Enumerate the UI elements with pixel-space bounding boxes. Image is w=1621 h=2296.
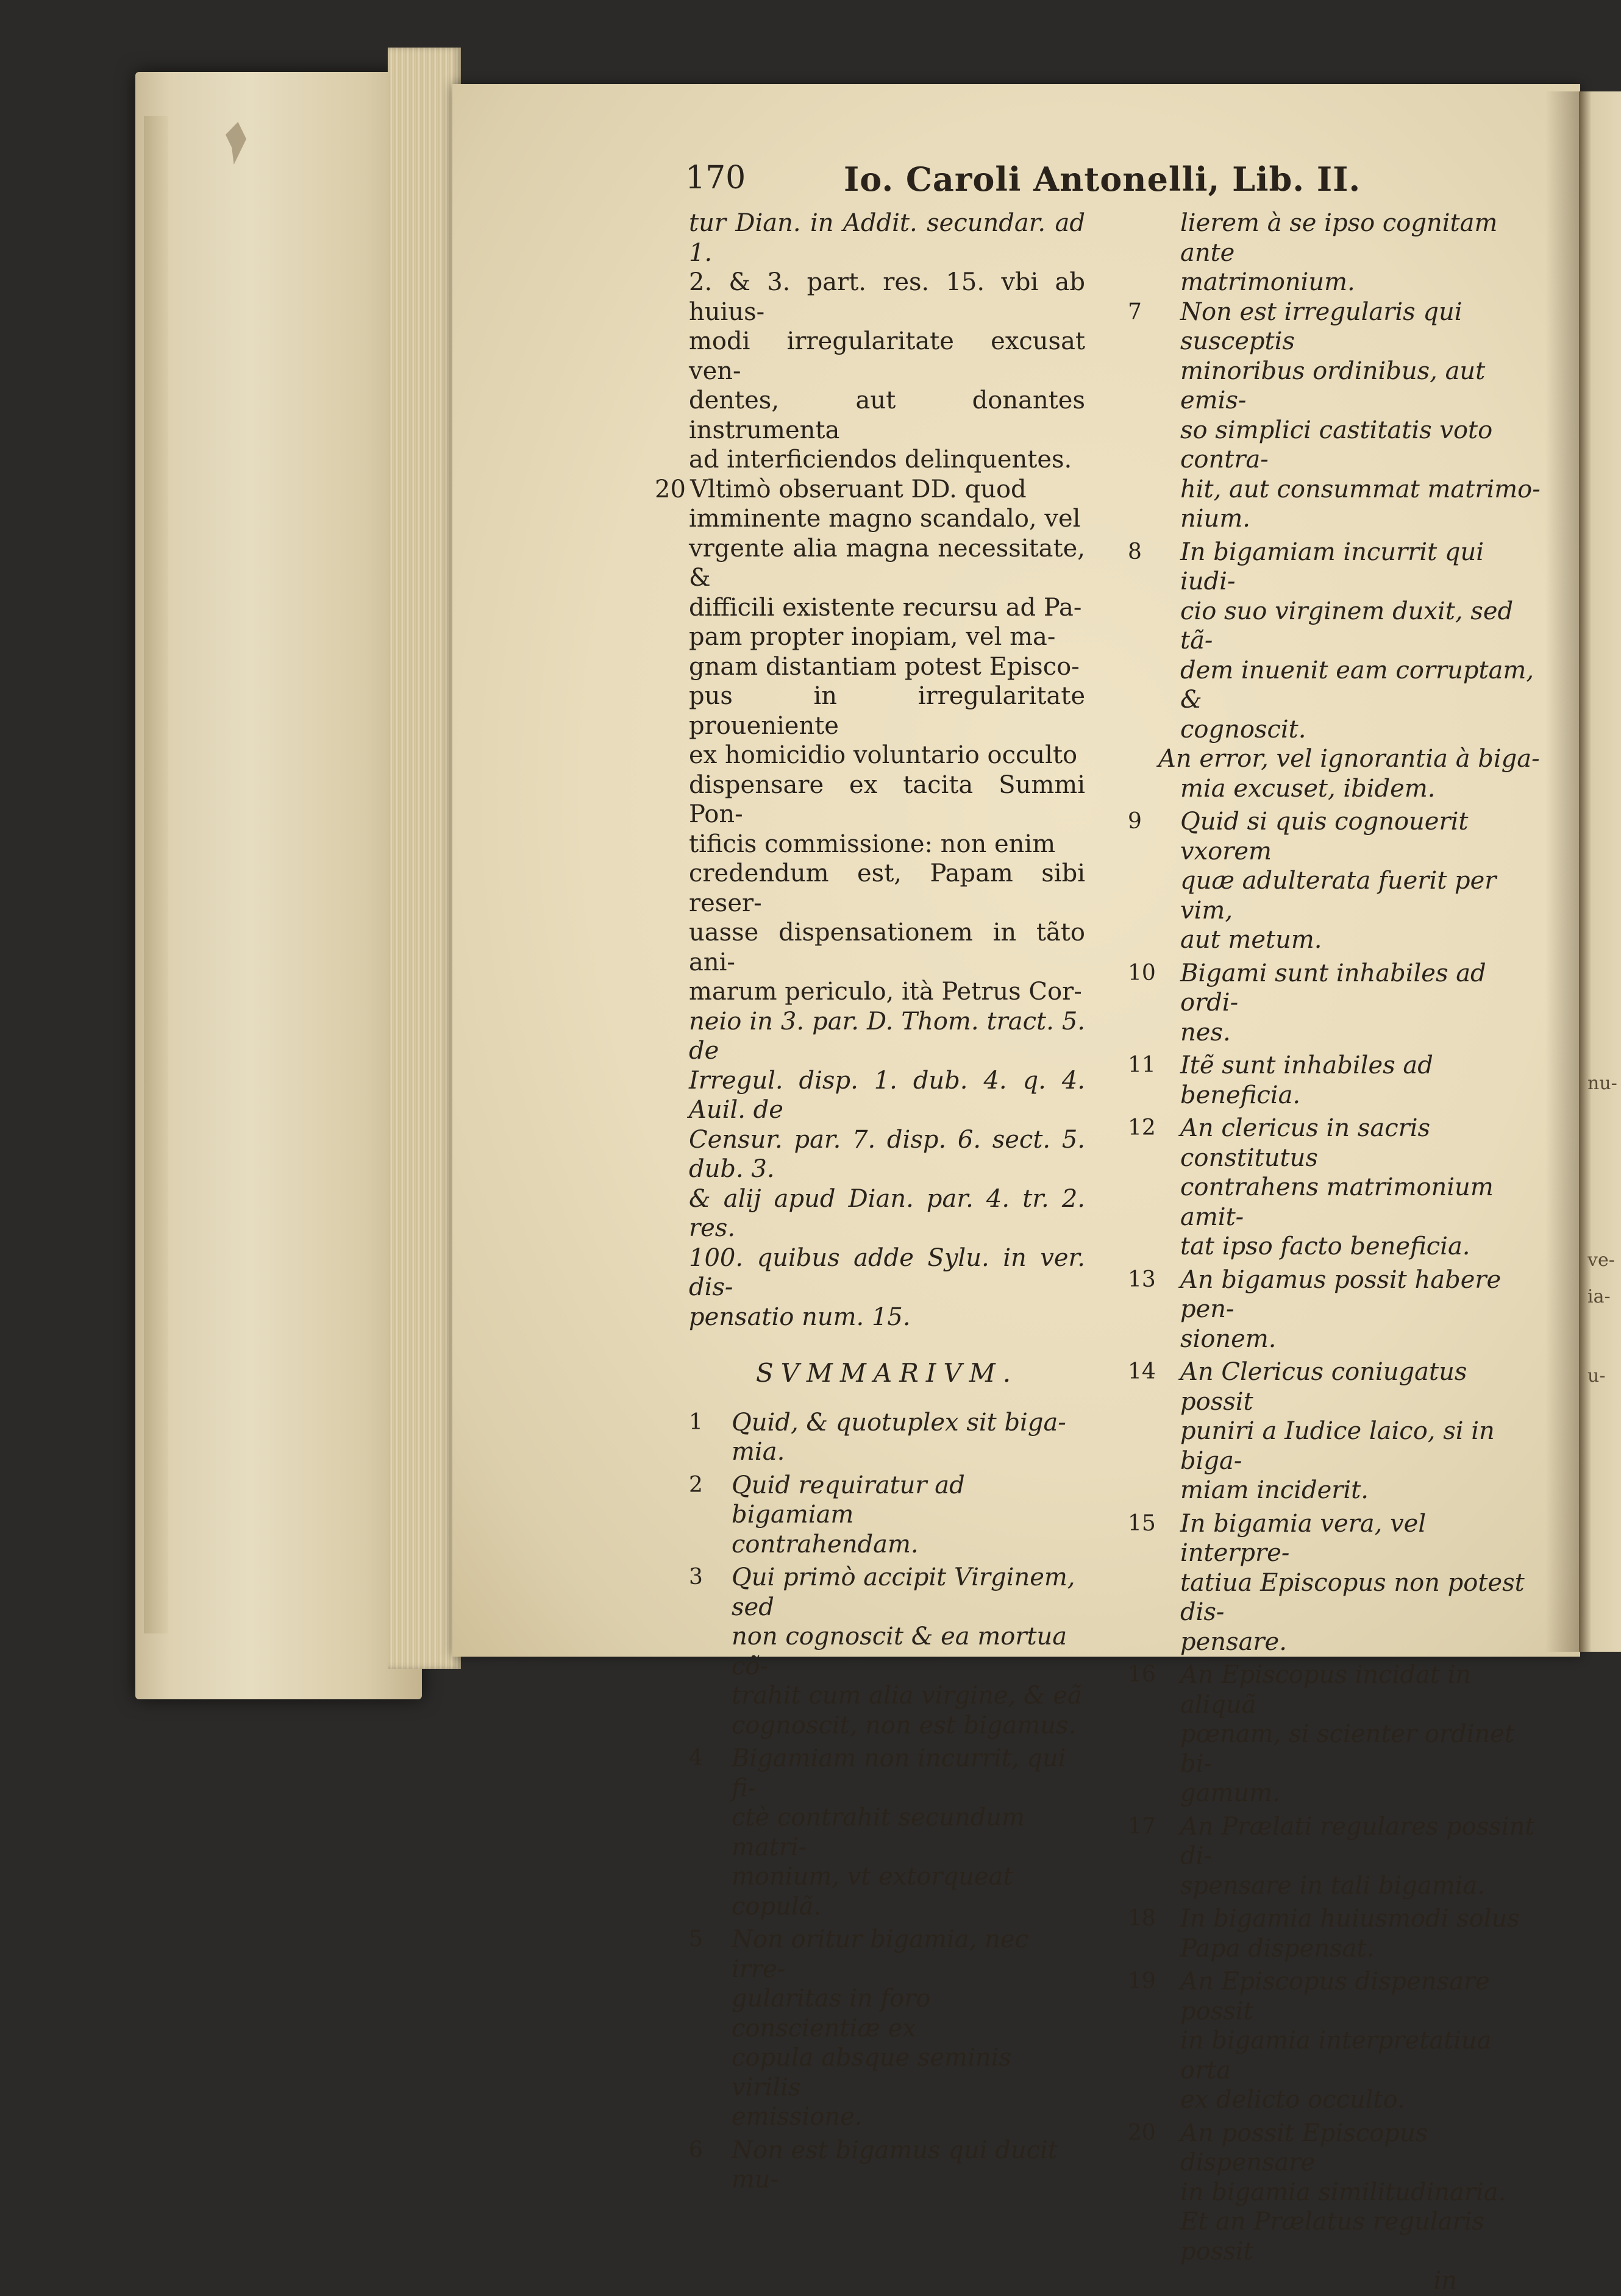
entry-number: 11: [1128, 1053, 1156, 1078]
summary-entry: [1128, 959, 1542, 1048]
text-line: pus in irregularitate proueniente: [689, 682, 1085, 740]
entry-line: aut metum.: [1180, 926, 1322, 954]
entry-line: In bigamia huiusmodi solus: [1180, 1905, 1520, 1933]
text-line: vrgente alia magna necessitate, &: [689, 534, 1085, 592]
entry-line: Bigamiam non incurrit, qui fi-: [732, 1744, 1066, 1802]
entry-line: Itẽ sunt inhabiles ad beneficia.: [1180, 1051, 1433, 1109]
entry-line: minoribus ordinibus, aut emis-: [1180, 357, 1486, 414]
entry-line: nium.: [1180, 505, 1250, 533]
right-column: [1128, 208, 1542, 2296]
entry-line: An possit Episcopus dispensare: [1180, 2119, 1428, 2177]
text-line: Vltimò obseruant DD. quod: [690, 475, 1027, 503]
facing-page-fragment: nu-: [1587, 1073, 1617, 1094]
entry-line: quæ adulterata fuerit per vim,: [1180, 867, 1497, 925]
summary-entry: [689, 1744, 1085, 1921]
entry-number: 15: [1128, 1510, 1156, 1536]
summary-entry: [1128, 297, 1542, 534]
page-gutter-shadow: [1545, 91, 1582, 1652]
entry-line: in bigamia similitudinaria.: [1180, 2178, 1506, 2206]
summary-entry: [1128, 1660, 1542, 1808]
text-line: Censur. par. 7. disp. 6. sect. 5. dub. 3.: [689, 1125, 1085, 1183]
entry-number: 1: [689, 1409, 703, 1435]
entry-number: 14: [1128, 1359, 1156, 1384]
text-line: credendum est, Papam sibi reser-: [689, 859, 1085, 917]
summary-entry: [1128, 744, 1542, 803]
paragraph-number: 20: [655, 475, 686, 503]
facing-page-edge: [1579, 91, 1621, 1652]
running-title: Io. Caroli Antonelli, Lib. II.: [844, 160, 1361, 199]
paragraph-20-first-line: [655, 475, 1085, 505]
summary-entry: [1128, 1114, 1542, 1262]
entry-line: hit, aut consummat matrimo-: [1180, 475, 1541, 503]
summary-entry: [689, 2136, 1085, 2195]
summary-entry: [1128, 1967, 1542, 2115]
entry-line: emissione.: [732, 2103, 863, 2131]
text-line: neio in 3. par. D. Thom. tract. 5. de: [689, 1007, 1085, 1065]
text-line: 100. quibus adde Sylu. in ver. dis-: [689, 1243, 1085, 1301]
facing-page-fragment: ia-: [1587, 1286, 1611, 1307]
entry-line: Quid requiratur ad bigamiam: [732, 1471, 965, 1529]
summary-entry: [1128, 2207, 1542, 2266]
text-line: ad interficiendos delinquentes.: [689, 446, 1072, 474]
entry-number: 10: [1128, 960, 1156, 986]
entry-line: An error, vel ignorantia à biga-: [1158, 745, 1540, 773]
entry-number: 12: [1128, 1115, 1156, 1140]
cover-edge: [144, 116, 168, 1633]
entry-line: ex delicto occulto.: [1180, 2086, 1405, 2114]
entry-number: 17: [1128, 1813, 1156, 1839]
summary-entry: [1128, 1051, 1542, 1110]
text-line: marum periculo, ità Petrus Cor-: [689, 978, 1082, 1006]
entry-number: 18: [1128, 1906, 1156, 1931]
entry-line: Et an Prælatus regularis possit: [1180, 2208, 1484, 2266]
text-line: imminente magno scandalo, vel: [689, 505, 1081, 533]
entry-line: Quid, & quotuplex sit biga-: [732, 1408, 1066, 1437]
entry-number: 13: [1128, 1267, 1156, 1292]
entry-number: 7: [1128, 299, 1142, 324]
entry-line: An Prælati regulares possint di-: [1180, 1812, 1535, 1870]
entry-line: In bigamiam incurrit qui iudi-: [1180, 538, 1484, 595]
entry-line: gularitas in foro conscientiæ ex: [732, 1985, 931, 2042]
entry-line: sionem.: [1180, 1324, 1277, 1353]
summary-entry: [689, 1471, 1085, 1560]
summary-heading: SVMMARIVM.: [755, 1358, 1019, 1388]
entry-line: trahit cum alia virgine, & eã: [732, 1682, 1082, 1710]
book-cover-board: [135, 72, 422, 1699]
summary-entry: [1128, 1265, 1542, 1354]
entry-line: matrimonium.: [1180, 268, 1355, 296]
page-edges-stack: [388, 48, 461, 1669]
entry-line: Qui primò accipit Virginem, sed: [732, 1563, 1075, 1621]
entry-line: so simplici castitatis voto contra-: [1180, 416, 1493, 474]
running-header: [685, 160, 1545, 200]
page-number: 170: [685, 160, 746, 196]
entry-line: mia.: [732, 1438, 785, 1466]
entry-number: 2: [689, 1472, 703, 1498]
entry-line: mia excuset, ibidem.: [1180, 774, 1436, 803]
entry-number: 16: [1128, 1662, 1156, 1687]
text-line: 2. & 3. part. res. 15. vbi ab huius-: [689, 268, 1085, 326]
text-line: pam propter inopiam, vel ma-: [689, 623, 1056, 651]
entry-line: copula absque seminis virilis: [732, 2044, 1011, 2102]
facing-page-fragment: u-: [1587, 1365, 1606, 1387]
entry-number: 3: [689, 1565, 703, 1590]
text-line: gnam distantiam potest Episco-: [689, 652, 1080, 681]
entry-line: spensare in tali bigamia.: [1180, 1871, 1486, 1900]
text-line: tur Dian. in Addit. secundar. ad 1.: [689, 209, 1085, 267]
entry-line: Non est bigamus qui ducit mu-: [732, 2136, 1058, 2194]
entry-line: tatiua Episcopus non potest dis-: [1180, 1568, 1525, 1626]
text-line: & alij apud Dian. par. 4. tr. 2. res.: [689, 1184, 1085, 1242]
summary-entry: [1128, 1357, 1542, 1505]
entry-number: 20: [1128, 2120, 1156, 2145]
text-line: tificis commissione: non enim: [689, 830, 1056, 858]
entry-line: An Episcopus incidat in aliquã: [1180, 1661, 1472, 1719]
entry-line: Quid si quis cognouerit vxorem: [1180, 808, 1469, 865]
entry-line: An clericus in sacris constitutus: [1180, 1114, 1431, 1172]
entry-number: 19: [1128, 1969, 1156, 1994]
entry-line: monium, vt extorqueat copulã.: [732, 1863, 1013, 1921]
entry-line: miam inciderit.: [1180, 1476, 1369, 1504]
text-line: dispensare ex tacita Summi Pon-: [689, 770, 1085, 828]
entry-line: in bigamia interpretatiua orta: [1180, 2027, 1492, 2085]
text-line: dentes, aut donantes instrumenta: [689, 386, 1085, 444]
entry-line: Non est irregularis qui susceptis: [1180, 297, 1462, 355]
text-line: ex homicidio voluntario occulto: [689, 741, 1078, 769]
entry-line: An bigamus possit habere pen-: [1180, 1265, 1502, 1323]
text-line: Irregul. disp. 1. dub. 4. q. 4. Auil. de: [689, 1066, 1085, 1124]
summary-entry: [1128, 1904, 1542, 1963]
summary-entry: [689, 1408, 1085, 1467]
entry-line: pœnam, si scienter ordinet bi-: [1180, 1720, 1515, 1778]
entry-line: cio suo virginem duxit, sed tã-: [1180, 597, 1514, 655]
entry-number: 4: [689, 1746, 703, 1771]
summary-entry: [689, 1563, 1085, 1740]
entry-line: An Episcopus dispensare possit: [1180, 1967, 1490, 2025]
entry-line: nes.: [1180, 1018, 1231, 1047]
entry-number: 8: [1128, 539, 1142, 564]
summary-entry: [689, 1925, 1085, 2132]
facing-page-fragment: ve-: [1587, 1249, 1615, 1271]
entry-line: pensare.: [1180, 1627, 1287, 1656]
entry-line: Bigami sunt inhabiles ad ordi-: [1180, 959, 1486, 1017]
entry-number: 6: [689, 2137, 703, 2163]
catchword: in: [1433, 2267, 1457, 2295]
summary-entry: [1128, 2119, 1542, 2208]
entry-line: tat ipso facto beneficia.: [1180, 1232, 1470, 1260]
entry-line: dem inuenit eam corruptam, &: [1180, 656, 1534, 714]
entry-number: 5: [689, 1927, 703, 1952]
entry-line: cognoscit.: [1180, 715, 1306, 744]
entry-line: cognoscit, non est bigamus.: [732, 1711, 1077, 1740]
summary-entry: [1128, 1812, 1542, 1901]
entry-line: In bigamia vera, vel interpre-: [1180, 1509, 1427, 1567]
entry-line: contrahens matrimonium amit-: [1180, 1173, 1494, 1231]
summary-entry: [1128, 807, 1542, 955]
text-line: modi irregularitate excusat ven-: [689, 327, 1085, 385]
entry-number: 9: [1128, 809, 1142, 834]
entry-line: non cognoscit & ea mortua cõ-: [732, 1622, 1067, 1680]
entry-line: contrahendam.: [732, 1530, 919, 1559]
entry-line: lierem à se ipso cognitam ante: [1180, 209, 1498, 267]
text-line: difficili existente recursu ad Pa-: [689, 593, 1082, 622]
summary-entry: [1128, 538, 1542, 745]
summary-entry: [1128, 1509, 1542, 1657]
entry-line: puniri a Iudice laico, si in biga-: [1180, 1417, 1495, 1475]
left-column: [655, 208, 1085, 2195]
text-line: uasse dispensationem in tãto ani-: [689, 919, 1085, 976]
entry-line: gamum.: [1180, 1779, 1280, 1807]
entry-line: Papa dispensat.: [1180, 1934, 1375, 1963]
entry-line: ctè contrahit secundum matri-: [732, 1804, 1025, 1861]
text-line: pensatio num. 15.: [689, 1303, 911, 1331]
entry-line: An Clericus coniugatus possit: [1180, 1358, 1467, 1416]
entry-line: Non oritur bigamia, nec irre-: [732, 1925, 1028, 1983]
